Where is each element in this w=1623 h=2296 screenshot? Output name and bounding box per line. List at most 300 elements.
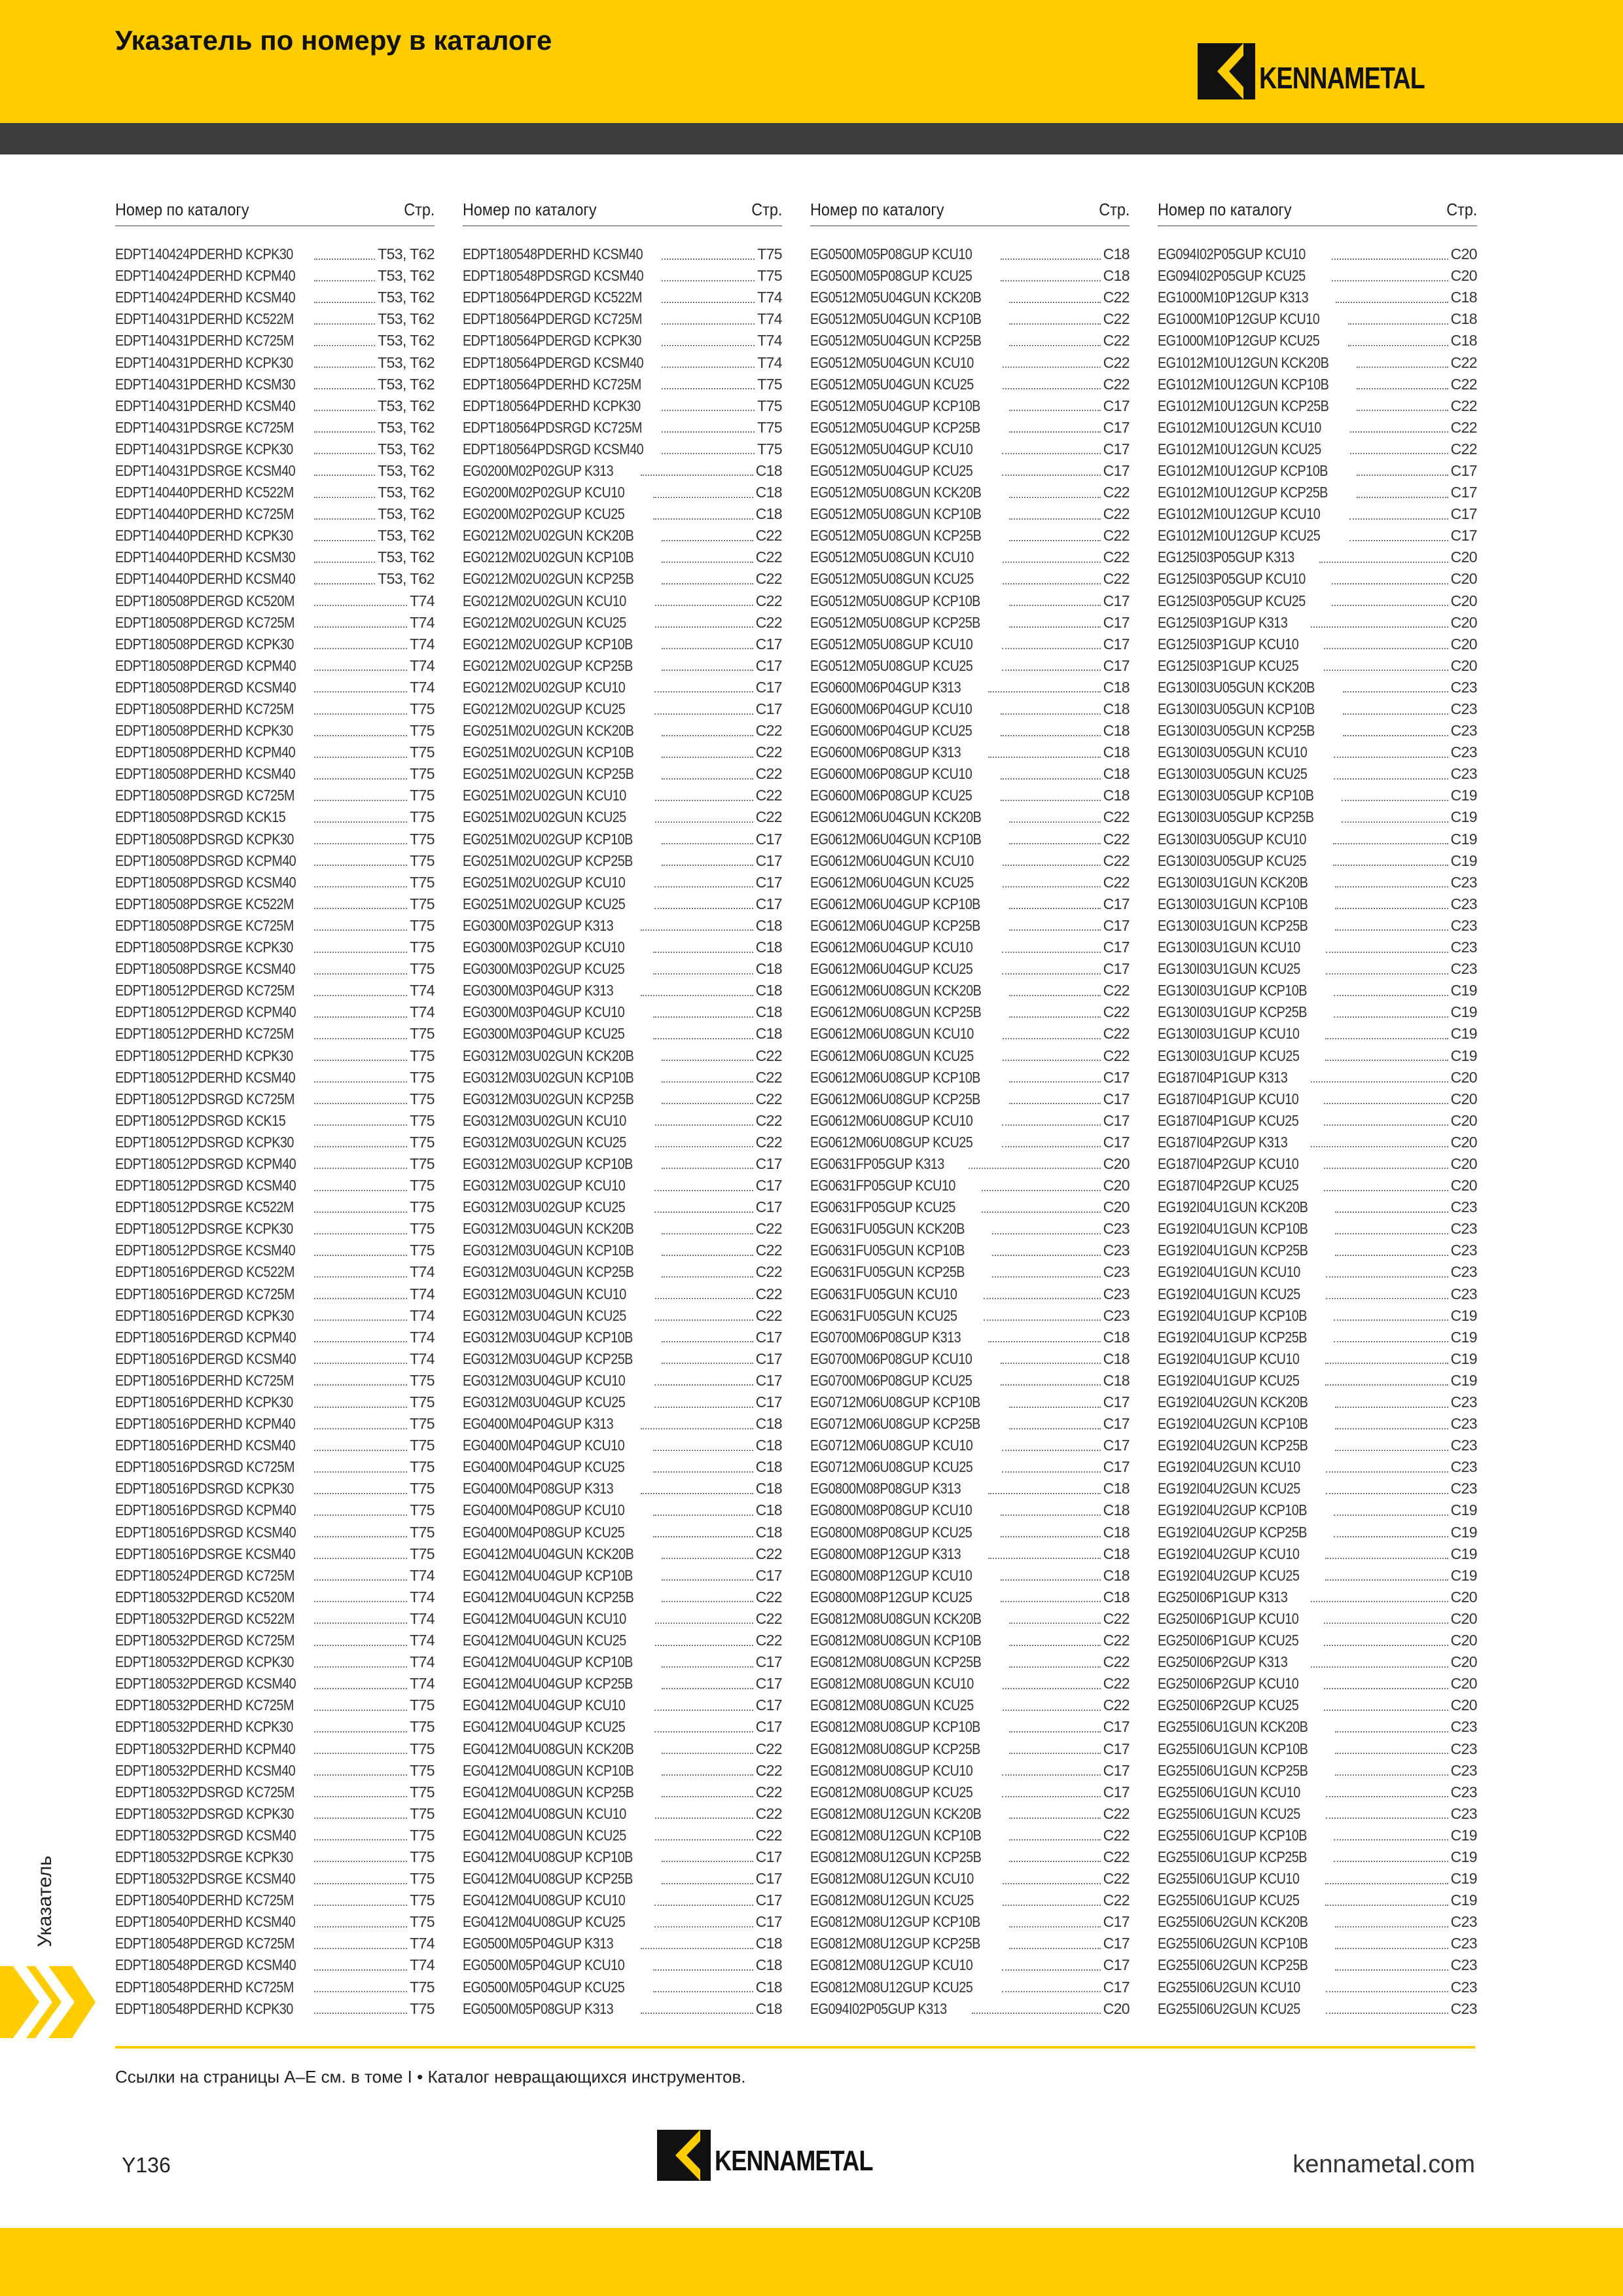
page-reference: C22	[1103, 310, 1130, 328]
index-entry	[1158, 1651, 1477, 1673]
dot-leader	[662, 757, 753, 758]
catalog-number: EG0712M06U08GUP KCU10	[810, 1437, 973, 1454]
page-reference: C23	[1103, 1285, 1130, 1302]
index-entry	[463, 1803, 782, 1825]
dot-leader	[314, 1861, 407, 1862]
dot-leader	[1325, 1038, 1448, 1039]
catalog-number: EG0812M08U12GUP KCU25	[810, 1978, 973, 1996]
page-reference: T53, T62	[378, 245, 435, 263]
catalog-number: EG0512M05U04GUP KCU25	[810, 461, 973, 479]
dot-leader	[314, 367, 375, 368]
catalog-number: EG0212M02U02GUP KCU25	[463, 700, 626, 718]
page-reference: C17	[755, 1892, 782, 1909]
page-reference: C19	[1450, 982, 1477, 999]
index-entry	[463, 1067, 782, 1088]
page-reference: C17	[755, 1848, 782, 1865]
index-entry	[115, 1890, 435, 1911]
dot-leader	[1335, 1428, 1448, 1429]
index-entry	[1158, 1348, 1477, 1370]
page-reference: C20	[1103, 1177, 1130, 1194]
index-entry	[1158, 677, 1477, 698]
index-entry	[810, 937, 1130, 958]
index-entry	[115, 503, 435, 525]
dot-leader	[314, 1645, 407, 1646]
index-entry	[1158, 351, 1477, 373]
dot-leader	[1325, 1579, 1448, 1581]
index-entry	[810, 568, 1130, 590]
dot-leader	[1009, 1926, 1101, 1928]
catalog-number: EG255I06U1GUN KCP25B	[1158, 1761, 1308, 1779]
page-reference: T75	[757, 245, 782, 263]
dot-leader	[655, 1146, 753, 1147]
index-entry	[463, 1283, 782, 1305]
catalog-number: EDPT140431PDSRGE KCPK30	[115, 440, 293, 457]
page-reference: T75	[757, 375, 782, 393]
index-entry	[463, 1716, 782, 1738]
index-entry	[810, 1998, 1130, 2020]
index-entry	[463, 806, 782, 828]
index-entry	[1158, 1954, 1477, 1976]
index-entry	[1158, 1196, 1477, 1218]
index-entry	[1158, 525, 1477, 547]
catalog-number: EDPT140431PDSRGE KCSM40	[115, 461, 296, 479]
dot-leader	[314, 431, 375, 433]
page-reference: C23	[1450, 722, 1477, 740]
index-entry	[1158, 1933, 1477, 1954]
page-reference: C17	[755, 1371, 782, 1389]
page-reference: C19	[1450, 1501, 1477, 1519]
catalog-number: EG0300M03P02GUP K313	[463, 916, 614, 934]
page-reference: C23	[1450, 765, 1477, 783]
index-entry	[115, 937, 435, 958]
index-entry	[463, 1261, 782, 1283]
catalog-number: EG0512M05U08GUN KCU25	[810, 570, 974, 588]
page-reference: T75	[410, 1068, 435, 1086]
index-entry	[115, 330, 435, 351]
index-entry	[810, 1977, 1130, 1998]
dot-leader	[1001, 1536, 1100, 1537]
catalog-number: EG0812M08U12GUP KCP10B	[810, 1913, 980, 1931]
page-reference: C17	[755, 1913, 782, 1931]
catalog-number: EG192I04U2GUN KCP10B	[1158, 1415, 1308, 1433]
dot-leader	[1003, 583, 1100, 584]
index-entry	[115, 698, 435, 720]
catalog-number: EG0612M06U08GUN KCP25B	[810, 1003, 982, 1021]
page-reference: C23	[1450, 1740, 1477, 1757]
page-reference: C17	[1103, 1133, 1130, 1151]
page-reference: T74	[410, 613, 435, 631]
page-reference: T53, T62	[378, 418, 435, 436]
page-reference: T75	[410, 830, 435, 848]
page-reference: T74	[410, 1306, 435, 1324]
page-reference: C23	[1450, 1718, 1477, 1736]
page-reference: T75	[410, 1155, 435, 1172]
dot-leader	[653, 1038, 753, 1039]
catalog-number: EG187I04P1GUP KCU25	[1158, 1111, 1299, 1129]
index-entry	[810, 1327, 1130, 1348]
catalog-number: EG130I03U1GUP KCU10	[1158, 1025, 1300, 1043]
dot-leader	[314, 583, 375, 584]
dot-leader	[662, 431, 755, 433]
index-entry	[115, 634, 435, 655]
index-entry	[115, 829, 435, 850]
page-reference: T75	[410, 1177, 435, 1194]
dot-leader	[1009, 1016, 1101, 1018]
dot-leader	[314, 1969, 407, 1971]
index-entry	[115, 1825, 435, 1846]
catalog-number: EG0812M08U12GUN KCU10	[810, 1870, 974, 1888]
catalog-number: EG0512M05U04GUN KCU25	[810, 375, 974, 393]
page-reference: C17	[1103, 1740, 1130, 1757]
page-reference: T75	[410, 2000, 435, 2017]
catalog-number: EG0600M06P04GUP KCU25	[810, 722, 972, 740]
catalog-number: EG0300M03P04GUP KCU10	[463, 1003, 625, 1021]
catalog-number: EG130I03U05GUN KCP10B	[1158, 700, 1315, 718]
dot-leader	[314, 1948, 407, 1949]
catalog-number: EG0612M06U08GUP KCU10	[810, 1111, 973, 1129]
catalog-number: EG255I06U1GUP KCU10	[1158, 1870, 1300, 1888]
catalog-number: EG130I03U1GUP KCU25	[1158, 1047, 1300, 1064]
dot-leader	[314, 453, 375, 454]
page-reference: C22	[755, 787, 782, 804]
dot-leader	[314, 952, 407, 953]
catalog-number: EG0251M02U02GUP KCU10	[463, 873, 626, 891]
page-reference: C23	[1450, 895, 1477, 912]
dot-leader	[662, 367, 755, 368]
catalog-number: EG0500M05P08GUP KCU10	[810, 245, 972, 263]
index-entry	[463, 1348, 782, 1370]
dot-leader	[314, 1753, 407, 1754]
dot-leader	[1002, 475, 1101, 476]
page-reference: C22	[1450, 418, 1477, 436]
dot-leader	[662, 1363, 753, 1364]
page-reference: C22	[1103, 332, 1130, 350]
dot-leader	[662, 1688, 753, 1689]
index-entry	[810, 1825, 1130, 1846]
page-reference: C19	[1450, 1025, 1477, 1043]
page-reference: C22	[1103, 1003, 1130, 1021]
index-entry	[115, 1132, 435, 1153]
dot-leader	[314, 1038, 407, 1039]
catalog-number: EG0212M02U02GUN KCP10B	[463, 548, 634, 566]
index-entry	[810, 482, 1130, 503]
page-reference: C20	[1450, 1696, 1477, 1714]
page-reference: C17	[1103, 1718, 1130, 1736]
catalog-number: EG0251M02U02GUN KCP25B	[463, 765, 634, 783]
index-entry	[810, 395, 1130, 417]
page-reference: C20	[1103, 1155, 1130, 1172]
page-reference: C20	[1450, 1609, 1477, 1627]
catalog-number: EG1012M10U12GUN KCP25B	[1158, 397, 1329, 414]
catalog-number: EG0200M02P02GUP KCU10	[463, 484, 625, 501]
page-reference: C19	[1450, 1306, 1477, 1324]
catalog-number: EG0312M03U04GUN KCP10B	[463, 1242, 634, 1259]
index-entry	[115, 1218, 435, 1240]
dot-leader	[1324, 1124, 1448, 1126]
catalog-number: EG0712M06U08GUP KCU25	[810, 1458, 973, 1476]
catalog-number: EG0412M04U04GUP KCP10B	[463, 1566, 633, 1584]
dot-leader	[314, 1081, 407, 1083]
index-entry	[463, 1673, 782, 1695]
index-entry	[115, 763, 435, 785]
catalog-number: EDPT140424PDERHD KCPM40	[115, 267, 296, 285]
page-reference: C18	[755, 1978, 782, 1996]
page-reference: C22	[755, 1783, 782, 1801]
index-entry	[115, 915, 435, 937]
index-entry	[1158, 243, 1477, 265]
page-reference: C18	[755, 2000, 782, 2017]
dot-leader	[314, 843, 407, 844]
index-entry	[1158, 1499, 1477, 1521]
page-reference: C23	[1450, 1978, 1477, 1996]
index-entry	[463, 1825, 782, 1846]
index-entry	[1158, 850, 1477, 872]
catalog-number: EG0812M08U12GUN KCP25B	[810, 1848, 982, 1865]
catalog-number: EDPT180540PDERHD KC725M	[115, 1892, 294, 1909]
catalog-number: EDPT180508PDSRGD KCPK30	[115, 830, 294, 848]
catalog-number: EG0251M02U02GUN KCP10B	[463, 744, 634, 761]
page-reference: C22	[755, 592, 782, 609]
index-entry	[1158, 1370, 1477, 1391]
index-entry	[810, 265, 1130, 287]
index-entry	[463, 1651, 782, 1673]
page-reference: C23	[1450, 2000, 1477, 2017]
page-reference: C17	[1103, 1783, 1130, 1801]
dot-leader	[314, 1407, 407, 1408]
catalog-number: EDPT180508PDSRGE KC725M	[115, 916, 294, 934]
page-reference: T53, T62	[378, 527, 435, 545]
dot-leader	[1009, 1753, 1101, 1754]
index-entry	[115, 1175, 435, 1196]
catalog-number: EG0312M03U02GUP KCU25	[463, 1198, 626, 1216]
index-entry	[1158, 1088, 1477, 1110]
catalog-number: EDPT140424PDERHD KCSM40	[115, 289, 296, 306]
index-entry	[810, 1695, 1130, 1716]
catalog-number: EG192I04U2GUP KCU10	[1158, 1545, 1300, 1562]
catalog-number: EDPT180508PDERHD KCPM40	[115, 744, 296, 761]
page-reference: C23	[1450, 1263, 1477, 1281]
dot-leader	[1332, 259, 1448, 260]
index-entry	[463, 374, 782, 395]
index-entry	[115, 872, 435, 893]
dot-leader	[314, 1190, 407, 1191]
page-reference: C17	[755, 1198, 782, 1216]
catalog-number: EG0612M06U08GUN KCU25	[810, 1047, 974, 1064]
dot-leader	[662, 388, 755, 389]
index-entry	[463, 1543, 782, 1565]
page-reference: T53, T62	[378, 461, 435, 479]
index-entry	[463, 439, 782, 460]
dot-leader	[1001, 735, 1100, 736]
catalog-number: EG0412M04U08GUN KCU10	[463, 1804, 626, 1822]
page-reference: C18	[1103, 1566, 1130, 1584]
page-reference: T74	[410, 1632, 435, 1649]
index-entry	[810, 742, 1130, 763]
dot-leader	[1335, 1211, 1448, 1213]
page-reference: C20	[1450, 635, 1477, 653]
dot-leader	[314, 302, 375, 303]
index-entry	[810, 525, 1130, 547]
index-entry	[463, 1846, 782, 1868]
page-reference: C20	[1450, 1653, 1477, 1671]
catalog-number: EG0512M05U04GUN KCP25B	[810, 332, 982, 350]
catalog-number: EG192I04U1GUP KCP25B	[1158, 1328, 1307, 1346]
index-entry	[810, 1456, 1130, 1478]
catalog-number: EG0412M04U04GUN KCU10	[463, 1609, 626, 1627]
dot-leader	[653, 1536, 753, 1537]
catalog-number: EDPT180516PDERGD KC522M	[115, 1263, 294, 1281]
dot-leader	[1334, 1016, 1448, 1018]
page-reference: T74	[757, 310, 782, 328]
page-reference: T75	[410, 1892, 435, 1909]
catalog-number: EDPT180512PDERHD KC725M	[115, 1025, 294, 1043]
catalog-number: EG0312M03U02GUN KCU25	[463, 1133, 626, 1151]
index-entry	[1158, 374, 1477, 395]
page-reference: C23	[1103, 1263, 1130, 1281]
catalog-number: EG255I06U1GUN KCK20B	[1158, 1718, 1308, 1736]
page-reference: T74	[410, 1935, 435, 1952]
catalog-number: EDPT180512PDSRGD KC725M	[115, 1090, 294, 1107]
dot-leader	[314, 648, 407, 649]
catalog-number: EG0312M03U04GUP KCP10B	[463, 1328, 633, 1346]
dot-leader	[1335, 1450, 1448, 1451]
dot-leader	[1001, 280, 1100, 281]
page-reference: T75	[410, 852, 435, 869]
index-entry	[115, 1738, 435, 1759]
dot-leader	[1349, 540, 1448, 541]
index-entry	[810, 1716, 1130, 1738]
catalog-number: EDPT140440PDERHD KCSM30	[115, 548, 296, 566]
dot-leader	[1334, 1536, 1448, 1537]
index-entry	[115, 1868, 435, 1890]
catalog-number: EG192I04U2GUN KCU10	[1158, 1458, 1300, 1476]
page-reference: C20	[1450, 570, 1477, 588]
index-entry	[1158, 590, 1477, 612]
catalog-number: EG192I04U2GUP KCP10B	[1158, 1501, 1307, 1519]
page-reference: C20	[1103, 2000, 1130, 2017]
page-reference: C20	[1450, 613, 1477, 631]
dot-leader	[662, 1081, 753, 1083]
page-reference: C20	[1450, 656, 1477, 674]
catalog-number: EDPT180564PDERGD KC522M	[463, 289, 642, 306]
page-reference: T75	[410, 1783, 435, 1801]
dot-leader	[662, 843, 753, 844]
catalog-number: EG0312M03U02GUN KCP10B	[463, 1068, 634, 1086]
side-section-tab[interactable]	[0, 1966, 96, 2038]
dot-leader	[314, 497, 375, 498]
index-entry	[1158, 785, 1477, 806]
index-entry	[810, 439, 1130, 460]
catalog-number: EG0300M03P04GUP KCU25	[463, 1025, 625, 1043]
dot-leader	[1326, 1471, 1448, 1473]
dot-leader	[314, 973, 407, 975]
page-reference: C18	[755, 982, 782, 999]
dot-leader	[1334, 1861, 1448, 1862]
index-entry	[810, 720, 1130, 742]
dot-leader	[1009, 995, 1101, 996]
dot-leader	[314, 929, 407, 931]
page-reference: C18	[1450, 289, 1477, 306]
website-link[interactable]: kennametal.com	[1293, 2151, 1475, 2178]
page-reference: C18	[755, 1458, 782, 1476]
catalog-number: EG094I02P05GUP KCU10	[1158, 245, 1306, 263]
index-entry	[115, 1370, 435, 1391]
catalog-number: EG0631FP05GUP KCU25	[810, 1198, 955, 1216]
page-reference: C18	[755, 1935, 782, 1952]
catalog-number: EG0812M08U08GUN KCU10	[810, 1675, 974, 1693]
catalog-number: EG125I03P05GUP KCU25	[1158, 592, 1306, 609]
catalog-number: EG0312M03U04GUN KCU25	[463, 1306, 626, 1324]
index-entry	[1158, 439, 1477, 460]
index-entry	[463, 308, 782, 330]
catalog-number: EG1012M10U12GUP KCU10	[1158, 505, 1321, 523]
page-reference: C19	[1450, 1328, 1477, 1346]
index-entry	[463, 1088, 782, 1110]
index-entry	[810, 1261, 1130, 1283]
catalog-number: EG0412M04U04GUN KCP25B	[463, 1588, 634, 1605]
catalog-number: EG0500M05P04GUP KCU25	[463, 1978, 625, 1996]
index-entry	[463, 1782, 782, 1803]
page-reference: C20	[1450, 1632, 1477, 1649]
page-reference: C17	[1103, 656, 1130, 674]
page-reference: C19	[1450, 1047, 1477, 1064]
page-reference: C17	[755, 1870, 782, 1888]
catalog-number: EDPT140431PDERHD KCPK30	[115, 353, 293, 371]
page-reference: C18	[1103, 1350, 1130, 1367]
page-reference: C17	[755, 1675, 782, 1693]
dot-leader	[1334, 778, 1448, 780]
catalog-number: EG0400M04P08GUP K313	[463, 1480, 614, 1498]
dot-leader	[314, 410, 375, 411]
dot-leader	[1001, 1515, 1100, 1516]
page-reference: C22	[755, 1761, 782, 1779]
page-reference: C17	[1103, 592, 1130, 609]
catalog-number: EDPT140431PDERHD KCSM40	[115, 397, 296, 414]
dot-leader	[1003, 562, 1100, 563]
page-reference: C23	[1450, 1480, 1477, 1498]
catalog-number: EDPT180532PDERHD KC725M	[115, 1696, 294, 1714]
page-reference: C17	[1103, 1978, 1130, 1996]
catalog-number: EG0412M04U08GUP KCP10B	[463, 1848, 633, 1865]
page-reference: T74	[410, 1566, 435, 1584]
page-reference: C18	[1103, 1501, 1130, 1519]
dot-leader	[314, 1536, 407, 1537]
index-entry	[1158, 612, 1477, 634]
index-entry	[463, 850, 782, 872]
index-entry	[115, 1911, 435, 1933]
dot-leader	[662, 280, 755, 281]
dot-leader	[984, 1298, 1101, 1299]
index-entry	[1158, 1110, 1477, 1132]
index-entry	[463, 1001, 782, 1023]
catalog-number: EG192I04U1GUP KCU25	[1158, 1371, 1300, 1389]
dot-leader	[1324, 1103, 1448, 1104]
catalog-number: EG192I04U2GUP KCP25B	[1158, 1523, 1307, 1541]
page-reference: C23	[1450, 1437, 1477, 1454]
dot-leader	[314, 1319, 407, 1321]
dot-leader	[654, 908, 753, 909]
page-reference: C22	[1103, 1632, 1130, 1649]
dot-leader	[641, 475, 753, 476]
dot-leader	[662, 1255, 753, 1256]
catalog-number: EG0412M04U08GUN KCK20B	[463, 1740, 634, 1757]
dot-leader	[1001, 259, 1100, 260]
dot-leader	[655, 1818, 753, 1819]
index-entry	[463, 395, 782, 417]
catalog-number: EDPT180516PDERHD KCSM40	[115, 1437, 296, 1454]
catalog-number: EG187I04P2GUP KCU10	[1158, 1155, 1299, 1172]
page-reference: C22	[1103, 484, 1130, 501]
